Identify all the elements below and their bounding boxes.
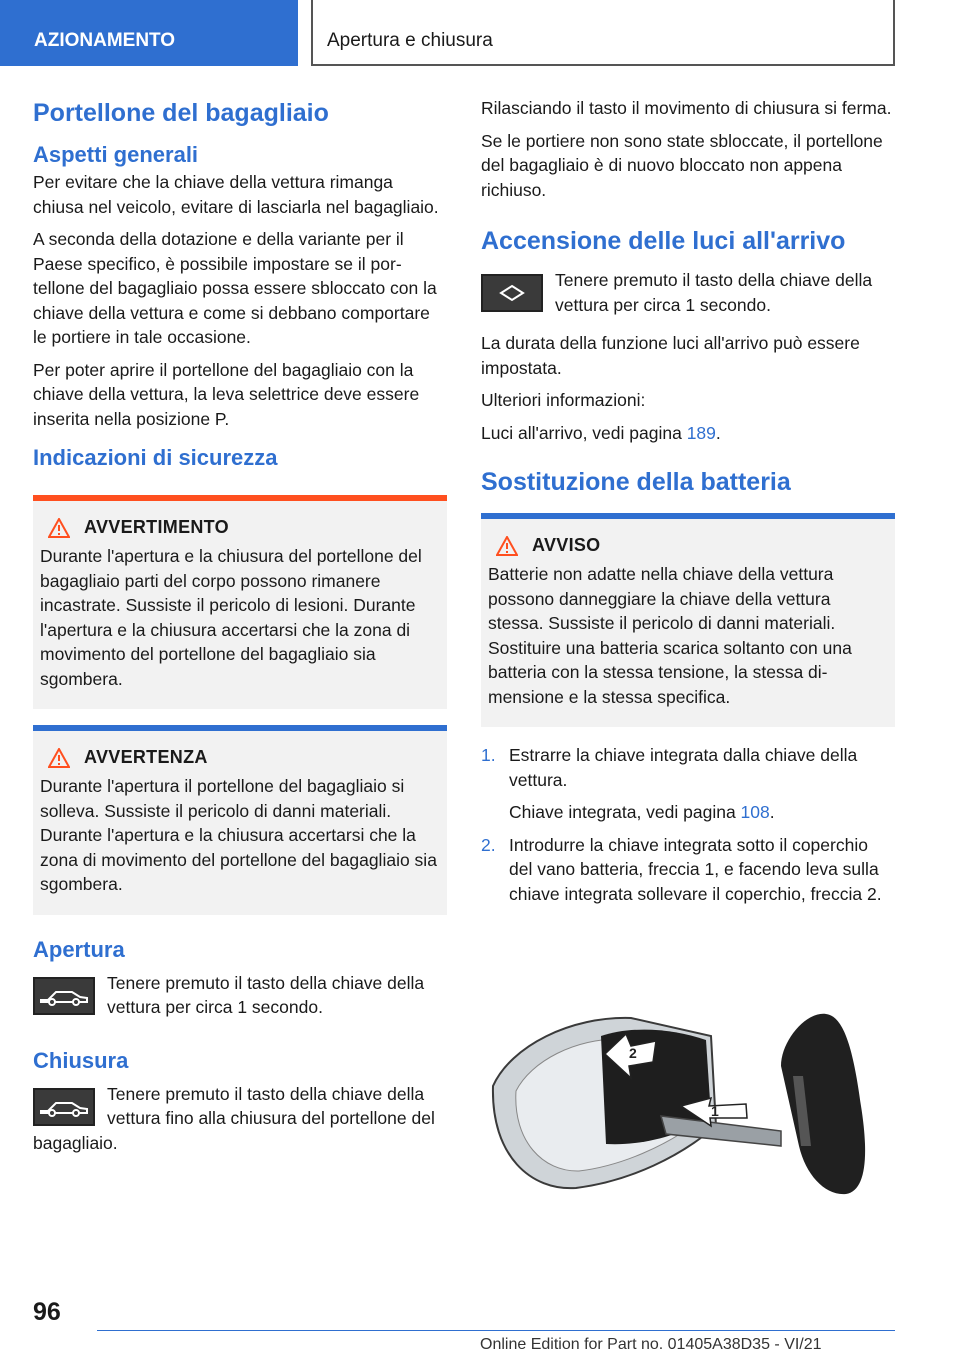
general-paragraph-3: Per poter aprire il portellone del bagagliaio con la chiave della vettura, la leva selettrice deve essere inserita nella posizione P. — [33, 359, 420, 429]
step-number: 2. — [481, 834, 496, 855]
tailgate-key-icon — [33, 1088, 95, 1126]
notice-text: Batterie non adatte nella chiave della vettura possono danneggiare la chiave della vettura stessa. Sussiste il pericolo di danni materiali. Sostituire una batteria scarica soltanto con una batteria con la stessa tensione, la stessa dimensione e la stessa specifica. — [488, 564, 852, 707]
caution-text: Durante l'apertura il portellone del bagagliaio si solleva. Sussiste il pericolo di danni materiali. Durante l'apertura e la chiusura accertarsi che la zona di movimento del portellone del bagagliaio sia sgombera. — [40, 776, 437, 894]
caution-box — [33, 725, 447, 915]
general-paragraph-1: Per evitare che la chiave della vettura rimanga chiusa nel veicolo, evitare di lasciarla nel bagagliaio. — [33, 172, 439, 217]
page-title: Portellone del bagagliaio — [33, 99, 329, 127]
lights-reference: Luci all'arrivo, vedi pagina 189. — [481, 422, 721, 443]
section-tab[interactable]: AZIONAMENTO — [0, 0, 298, 66]
page-header — [0, 0, 960, 66]
tailgate-key-icon — [33, 977, 95, 1015]
opening-text: Tenere premuto il tasto della chiave della vettura per circa 1 secondo. — [107, 972, 425, 1017]
caution-title: AVVERTENZA — [84, 747, 208, 767]
lights-paragraph-2: Ulteriori informazioni: — [481, 390, 646, 410]
page-link[interactable]: 189 — [686, 422, 716, 443]
warning-title-row — [40, 517, 439, 538]
lights-instruction — [481, 268, 895, 317]
notice-box — [481, 513, 895, 727]
chapter-title: Apertura e chiusura — [311, 0, 895, 66]
list-item — [481, 833, 895, 907]
opening-instruction — [33, 971, 447, 1020]
safety-heading: Indicazioni di sicurezza — [33, 445, 278, 470]
right-paragraph-2: Se le portiere non sono state sbloccate, il portellone del bagagliaio è di nuovo bloccato non appena richiuso. — [481, 130, 883, 200]
battery-heading: Sostituzione della batteria — [481, 468, 791, 496]
step-text: Estrarre la chiave integrata dalla chiave della vettura. — [509, 745, 858, 790]
closing-text: Tenere premuto il tasto della chiave della vettura fino alla chiusura del portellone del bagagliaio. — [33, 1083, 435, 1153]
general-heading: Aspetti generali — [33, 142, 199, 167]
warning-box — [33, 495, 447, 709]
arrow-label: 2 — [629, 1045, 637, 1061]
page-link[interactable]: 108 — [740, 802, 770, 822]
footer-edition: Online Edition for Part no. 01405A38D35 - VI/21 — [480, 1336, 822, 1353]
lights-heading: Accensione delle luci all'arrivo — [481, 227, 846, 255]
general-paragraph-2: A seconda della dotazione e della variante per il Paese specifico, è possibile impostare se il portellone del bagagliaio possa essere sbloccato con la chiave della vettura e come si debbano comportare le portiere in tale occasione. — [33, 229, 437, 347]
right-column — [481, 96, 895, 914]
lights-text: Tenere premuto il tasto della chiave della vettura per circa 1 secondo. — [555, 270, 873, 315]
warning-triangle-icon — [48, 748, 70, 768]
step-reference: Chiave integrata, vedi pagina 108. — [509, 802, 775, 822]
lights-paragraph-1: La durata della funzione luci all'arrivo può essere impostata. — [481, 333, 860, 378]
warning-title: AVVERTIMENTO — [84, 517, 229, 537]
warning-triangle-icon — [48, 518, 70, 538]
steps-list — [481, 743, 895, 906]
warning-text: Durante l'apertura e la chiusura del portellone del bagagliaio parti del corpo possono rimanere incastrate. Sussiste il pericolo di lesioni. Durante l'apertura e la chiusura accertarsi che la zona di movimento del portellone del bagagliaio sia sgombera. — [40, 546, 422, 689]
step-number: 1. — [481, 745, 496, 765]
warning-triangle-icon — [496, 536, 518, 556]
closing-heading: Chiusura — [33, 1047, 129, 1073]
caution-title-row — [40, 747, 439, 768]
closing-instruction — [33, 1082, 447, 1164]
step-text: Introdurre la chiave integrata sotto il coperchio del vano batteria, freccia 1, e facendo leva sulla chiave integrata sollevare il coperchio, freccia 2. — [509, 834, 882, 904]
footer-divider — [97, 1330, 895, 1331]
list-item — [481, 743, 895, 825]
page-number: 96 — [33, 1298, 61, 1326]
right-paragraph-1: Rilasciando il tasto il movimento di chiusura si ferma. — [481, 98, 892, 118]
opening-heading: Apertura — [33, 936, 125, 962]
notice-title: AVVISO — [532, 535, 601, 555]
car-key-illustration — [481, 1006, 895, 1200]
notice-title-row — [488, 535, 887, 556]
left-column — [33, 96, 447, 1163]
arrow-label: 1 — [711, 1103, 719, 1119]
unlock-key-icon — [481, 274, 543, 312]
